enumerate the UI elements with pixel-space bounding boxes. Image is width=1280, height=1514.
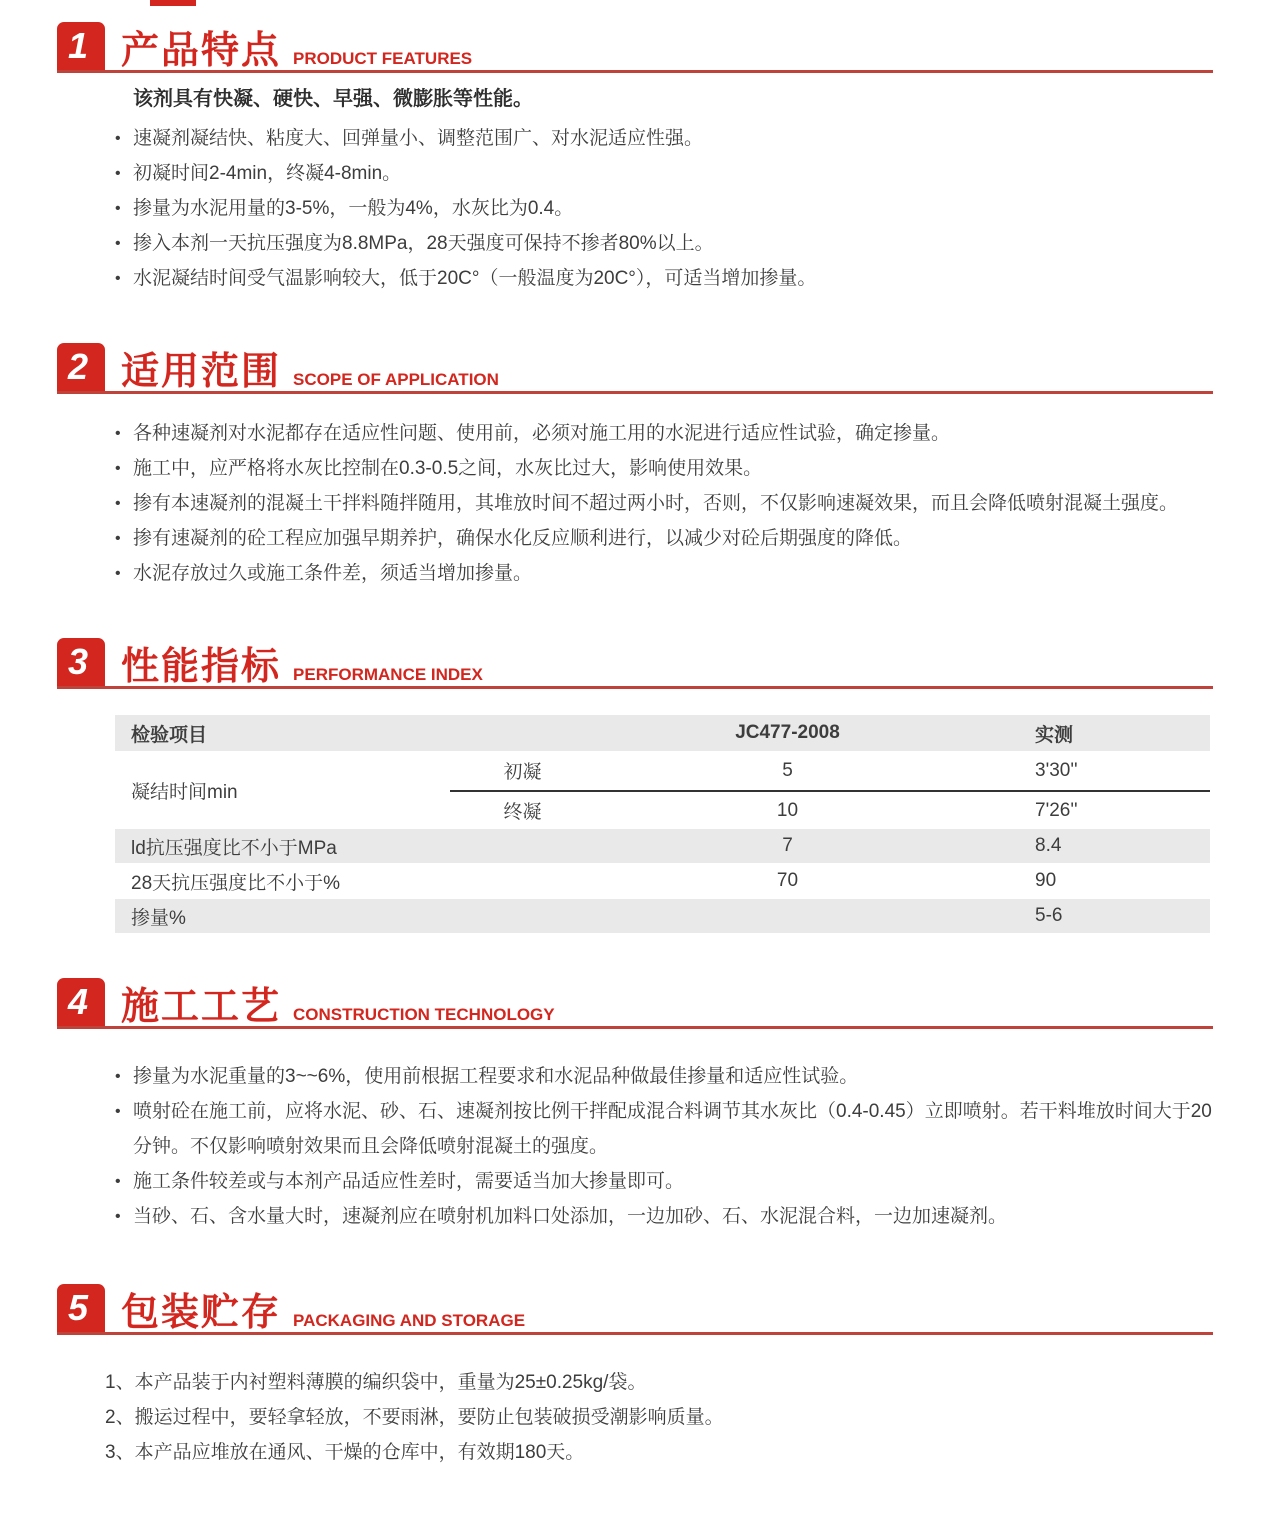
section-header — [57, 25, 1213, 73]
measured-value: 3'30'' — [1035, 759, 1078, 781]
section-title: 施工工艺 — [121, 986, 282, 1028]
list-item: • 施工中，应严格将水灰比控制在0.3-0.5之间，水灰比过大，影响使用效果。 — [115, 451, 1213, 486]
section-number-badge: 4 — [57, 978, 105, 1026]
column-header-measured: 实测 — [1035, 724, 1074, 746]
row-label: 掺量% — [131, 907, 186, 929]
section-subtitle-en: CONSTRUCTION TECHNOLOGY — [293, 1005, 555, 1024]
table-row-28d-strength — [115, 863, 1210, 899]
table-row-1d-strength — [115, 829, 1210, 863]
list-item: • 各种速凝剂对水泥都存在适应性问题、使用前，必须对施工用的水泥进行适应性试验，确定掺量。 — [115, 416, 1213, 451]
list-item: • 掺有速凝剂的砼工程应加强早期养护，确保水化反应顺利进行，以减少对砼后期强度的降低。 — [115, 521, 1213, 556]
row-label: 28天抗压强度比不小于% — [131, 872, 341, 894]
feature-list — [115, 121, 1213, 296]
subrow-label: 终凝 — [503, 802, 542, 823]
standard-value: 5 — [782, 759, 793, 781]
section-subtitle-en: PERFORMANCE INDEX — [293, 665, 483, 684]
construction-list — [115, 1059, 1213, 1234]
list-item: 2、搬运过程中，要轻拿轻放，不要雨淋，要防止包装破损受潮影响质量。 — [105, 1407, 724, 1428]
section-header — [57, 346, 1213, 394]
list-item: • 水泥凝结时间受气温影响较大，低于20C°（一般温度为20C°），可适当增加掺量。 — [115, 261, 1213, 296]
section-header — [57, 981, 1213, 1029]
list-item: • 掺入本剂一天抗压强度为8.8MPa，28天强度可保持不掺者80%以上。 — [115, 226, 1213, 261]
packaging-list — [105, 1365, 1213, 1470]
row-label: ld抗压强度比不小于MPa — [131, 837, 337, 859]
standard-value: 10 — [776, 799, 799, 821]
top-edge-fragment — [150, 0, 196, 6]
table-row-dosage — [115, 899, 1210, 933]
section-performance-index — [57, 641, 1213, 933]
performance-table — [115, 715, 1210, 933]
table-subrow-initial-setting — [450, 751, 1210, 790]
section-title: 性能指标 — [121, 646, 282, 688]
table-row-setting-time — [115, 751, 1210, 829]
section-packaging-storage — [57, 1287, 1213, 1470]
column-header-item: 检验项目 — [131, 724, 208, 746]
section-subtitle-en: SCOPE OF APPLICATION — [293, 370, 499, 389]
row-label: 凝结时间min — [131, 781, 238, 803]
measured-value: 7'26'' — [1035, 799, 1078, 821]
list-item: • 掺量为水泥重量的3~~6%，使用前根据工程要求和水泥品种做最佳掺量和适应性试验。 — [115, 1059, 1213, 1094]
section-title: 产品特点 — [121, 30, 282, 72]
section-header — [57, 1287, 1213, 1335]
list-item: • 速凝剂凝结快、粘度大、回弹量小、调整范围广、对水泥适应性强。 — [115, 121, 1213, 156]
measured-value: 90 — [1035, 870, 1057, 891]
section-subtitle-en: PRODUCT FEATURES — [293, 49, 473, 68]
intro-line: 该剂具有快凝、硬快、早强、微膨胀等性能。 — [133, 88, 533, 110]
section-number-badge: 3 — [57, 638, 105, 686]
section-title: 适用范围 — [121, 351, 282, 393]
scope-list — [115, 416, 1213, 591]
section-header — [57, 641, 1213, 689]
list-item: • 掺有本速凝剂的混凝土干拌料随拌随用，其堆放时间不超过两小时，否则，不仅影响速凝效果，而且会降低喷射混凝土强度。 — [115, 486, 1213, 521]
standard-value: 7 — [782, 835, 793, 856]
list-item: • 喷射砼在施工前，应将水泥、砂、石、速凝剂按比例干拌配成混合料调节其水灰比（0.4-0.45）立即喷射。若干料堆放时间大于20分钟。不仅影响喷射效果而且会降低喷射混凝土的强度。 — [115, 1094, 1213, 1164]
section-product-features — [57, 25, 1213, 296]
section-number-badge: 1 — [57, 22, 105, 70]
measured-value: 8.4 — [1035, 835, 1062, 856]
list-item: 1、本产品装于内衬塑料薄膜的编织袋中，重量为25±0.25kg/袋。 — [105, 1372, 647, 1393]
standard-value: 70 — [776, 870, 799, 891]
list-item: • 初凝时间2-4min，终凝4-8min。 — [115, 156, 1213, 191]
section-number-badge: 2 — [57, 343, 105, 391]
section-number-badge: 5 — [57, 1284, 105, 1332]
list-item: • 当砂、石、含水量大时，速凝剂应在喷射机加料口处添加，一边加砂、石、水泥混合料，一边加速凝剂。 — [115, 1199, 1213, 1234]
table-header-row — [115, 715, 1210, 751]
section-scope-of-application — [57, 346, 1213, 591]
list-item: • 水泥存放过久或施工条件差，须适当增加掺量。 — [115, 556, 1213, 591]
list-item: • 施工条件较差或与本剂产品适应性差时，需要适当加大掺量即可。 — [115, 1164, 1213, 1199]
subrow-label: 初凝 — [503, 762, 542, 783]
section-title: 包装贮存 — [121, 1292, 282, 1334]
section-subtitle-en: PACKAGING AND STORAGE — [293, 1311, 526, 1330]
section-construction-technology — [57, 981, 1213, 1234]
list-item: 3、本产品应堆放在通风、干燥的仓库中，有效期180天。 — [105, 1442, 585, 1463]
column-header-standard: JC477-2008 — [735, 722, 840, 743]
list-item: • 掺量为水泥用量的3-5%，一般为4%，水灰比为0.4。 — [115, 191, 1213, 226]
measured-value: 5-6 — [1035, 905, 1063, 926]
table-subrow-final-setting — [450, 790, 1210, 829]
